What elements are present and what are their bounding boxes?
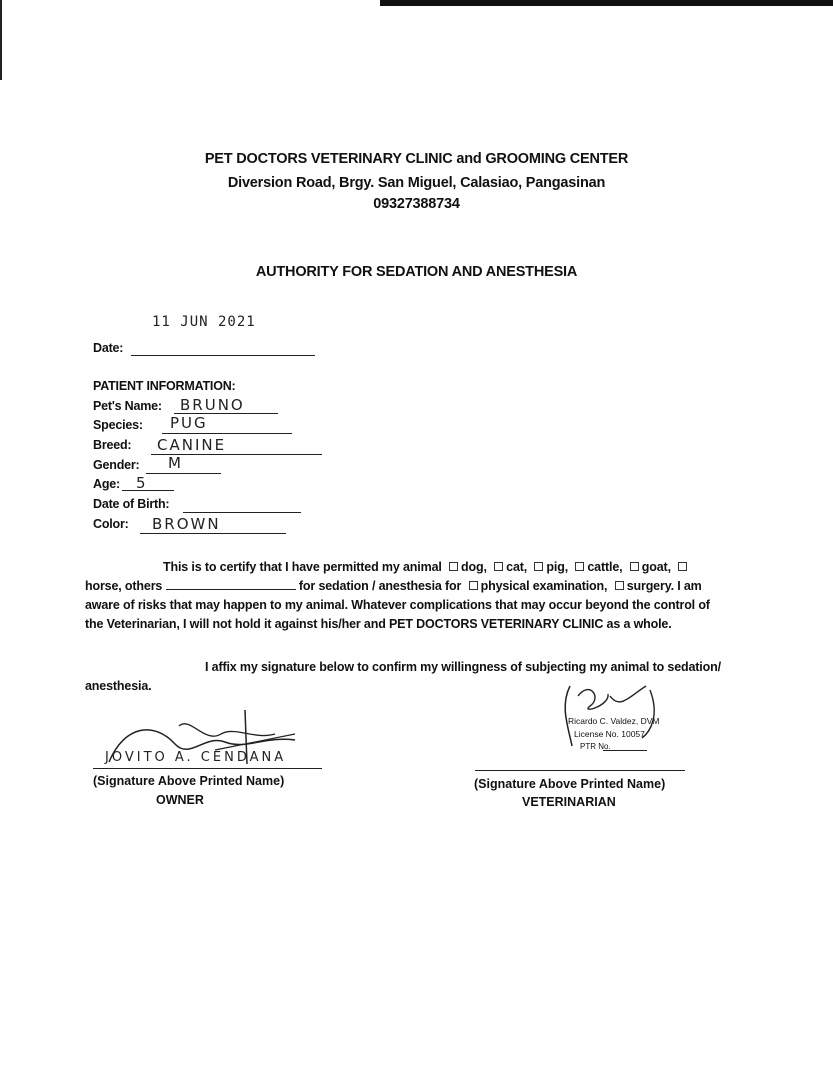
surgery-checkbox[interactable]	[615, 581, 624, 590]
form-title: AUTHORITY FOR SEDATION AND ANESTHESIA	[255, 264, 578, 280]
cat-checkbox[interactable]	[494, 562, 503, 571]
vet-stamp-ptr: PTR No.	[580, 742, 611, 751]
physical-exam-checkbox[interactable]	[469, 581, 478, 590]
gender-line	[146, 473, 221, 474]
clinic-address: Diversion Road, Brgy. San Miguel, Calasiao, Pangasinan	[227, 175, 606, 191]
certification-paragraph	[85, 558, 721, 634]
age-value: 5	[136, 474, 148, 492]
gender-label: Gender:	[93, 458, 140, 472]
opt-cattle: cattle,	[587, 560, 623, 574]
opt-horse: horse, others	[85, 579, 163, 593]
date-stamp: 11 JUN 2021	[152, 314, 256, 330]
color-label: Color:	[93, 517, 129, 531]
species-line	[162, 433, 292, 434]
vet-caption: (Signature Above Printed Name)	[474, 777, 666, 791]
pet-name-value: BRUNO	[180, 396, 245, 414]
species-value: PUG	[170, 414, 208, 432]
cert-text-b: for sedation / anesthesia for	[298, 579, 462, 593]
owner-signature-line	[93, 768, 322, 769]
pet-name-label: Pet's Name:	[93, 399, 162, 413]
goat-checkbox[interactable]	[630, 562, 639, 571]
species-label: Species:	[93, 418, 143, 432]
opt-physical: physical examination,	[480, 579, 608, 593]
vet-signature-line	[475, 770, 685, 771]
pig-checkbox[interactable]	[534, 562, 543, 571]
opt-goat: goat,	[641, 560, 671, 574]
dob-label: Date of Birth:	[93, 497, 170, 511]
vet-stamp-license: License No. 10057	[574, 729, 645, 739]
owner-printed-name: JOVITO A. CENDANA	[105, 750, 287, 765]
breed-label: Breed:	[93, 438, 132, 452]
vet-role: VETERINARIAN	[522, 795, 616, 809]
color-line	[140, 533, 286, 534]
date-line	[131, 355, 315, 356]
scan-edge-left	[0, 0, 2, 80]
cert-text-a: This is to certify that I have permitted my animal	[163, 560, 442, 574]
color-value: BROWN	[152, 515, 221, 533]
vet-stamp-name: Ricardo C. Valdez, DVM	[568, 716, 660, 726]
breed-value: CANINE	[157, 436, 227, 454]
cattle-checkbox[interactable]	[575, 562, 584, 571]
age-label: Age:	[93, 477, 120, 491]
date-label: Date:	[93, 341, 124, 355]
opt-cat: cat,	[506, 560, 528, 574]
gender-value: M	[168, 454, 183, 472]
opt-dog: dog,	[461, 560, 487, 574]
affirmation-paragraph: I affix my signature below to confirm my willingness of subjecting my animal to sedation/ anesthesia.	[85, 660, 721, 693]
owner-role: OWNER	[156, 793, 204, 807]
clinic-phone: 09327388734	[373, 196, 460, 212]
scan-edge-top	[380, 0, 833, 6]
others-blank[interactable]	[166, 579, 296, 590]
horse-checkbox[interactable]	[678, 562, 687, 571]
opt-pig: pig,	[546, 560, 569, 574]
age-line	[122, 490, 174, 491]
dog-checkbox[interactable]	[449, 562, 458, 571]
clinic-name: PET DOCTORS VETERINARY CLINIC and GROOMING CENTER	[204, 151, 629, 167]
dob-line	[183, 512, 301, 513]
owner-caption: (Signature Above Printed Name)	[93, 774, 285, 788]
patient-heading: PATIENT INFORMATION:	[93, 379, 236, 393]
opt-surgery: surgery.	[626, 579, 674, 593]
cert-text-c: I am aware of risks that may happen to my animal. Whatever complications that may occur beyond the control of the Veterinarian, I will not hold it against his/her and PET DOCTORS VETERINARY CLINIC as a whole.	[85, 579, 710, 631]
vet-ptr-line	[603, 750, 647, 751]
